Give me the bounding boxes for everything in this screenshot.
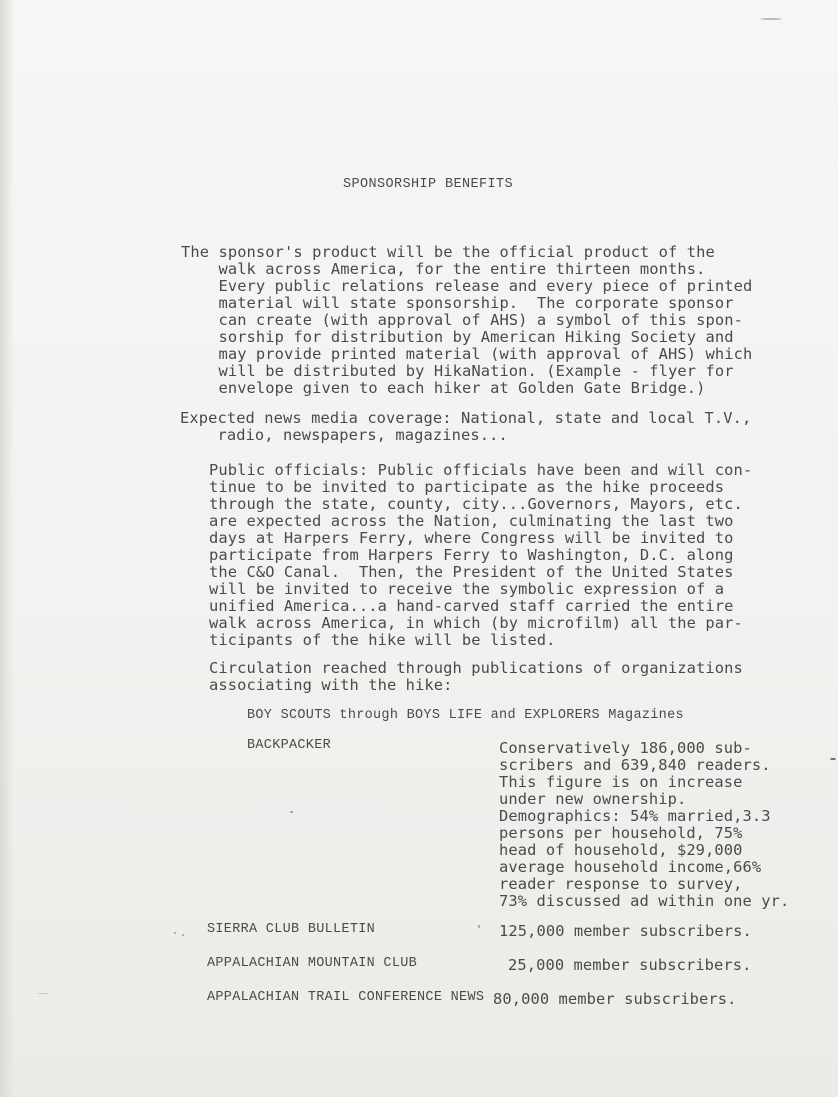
text-line: Public officials: Public officials have been and will con- [209, 461, 753, 479]
text-line: Demographics: 54% married,3.3 [499, 807, 771, 825]
scan-speck [830, 758, 836, 760]
scan-speck [290, 811, 293, 813]
text-line: participate from Harpers Ferry to Washington, D.C. along [209, 546, 734, 564]
text-line: persons per household, 75% [499, 824, 743, 842]
scan-speck [182, 934, 184, 936]
text-line: the C&O Canal. Then, the President of the United States [209, 563, 734, 581]
text-line: can create (with approval of AHS) a symbol of this spon- [181, 311, 743, 329]
text-line: tinue to be invited to participate as the hike proceeds [209, 478, 725, 496]
text-line: radio, newspapers, magazines... [180, 426, 508, 444]
text-line: sorship for distribution by American Hiking Society and [181, 328, 734, 346]
text-line: will be distributed by HikaNation. (Example - flyer for [181, 362, 734, 380]
text-line: may provide printed material (with approval of AHS) which [181, 345, 753, 363]
publication-name: SIERRA CLUB BULLETIN [207, 922, 376, 937]
scan-speck [174, 932, 176, 934]
text-line: associating with the hike: [209, 676, 453, 694]
text-line: The sponsor's product will be the official product of the [181, 243, 715, 261]
publication-name: APPALACHIAN MOUNTAIN CLUB [207, 956, 418, 971]
text-line: Conservatively 186,000 sub- [499, 739, 752, 757]
text-line: Expected news media coverage: National, state and local T.V., [180, 409, 752, 427]
boy-scouts-line: BOY SCOUTS through BOYS LIFE and EXPLORERS Magazines [247, 708, 684, 723]
text-line: will be invited to receive the symbolic expression of a [209, 580, 725, 598]
subscriber-count: 125,000 member subscribers. [499, 922, 752, 940]
text-line: under new ownership. [499, 790, 687, 808]
subscriber-count: 25,000 member subscribers. [508, 956, 752, 974]
subscriber-count: 80,000 member subscribers. [493, 990, 737, 1008]
text-line: scribers and 639,840 readers. [499, 756, 771, 774]
text-line: walk across America, in which (by microfilm) all the par- [209, 614, 743, 632]
text-line: are expected across the Nation, culminating the last two [209, 512, 734, 530]
document-title: SPONSORSHIP BENEFITS [343, 177, 514, 192]
text-line: reader response to survey, [499, 875, 743, 893]
scan-speck [760, 18, 782, 20]
text-line: Circulation reached through publications of organizations [209, 659, 743, 677]
text-line: days at Harpers Ferry, where Congress will be invited to [209, 529, 734, 547]
scan-speck [37, 993, 49, 994]
text-line: 73% discussed ad within one yr. [499, 892, 790, 910]
text-line: ticipants of the hike will be listed. [209, 631, 556, 649]
text-line: This figure is on increase [499, 773, 743, 791]
text-line: Every public relations release and every piece of printed [181, 277, 753, 295]
text-line: head of household, $29,000 [499, 841, 743, 859]
text-line: envelope given to each hiker at Golden Gate Bridge.) [181, 379, 706, 397]
text-line: walk across America, for the entire thirteen months. [181, 260, 706, 278]
scan-speck [478, 925, 480, 928]
text-line: material will state sponsorship. The corporate sponsor [181, 294, 734, 312]
publication-name: APPALACHIAN TRAIL CONFERENCE NEWS [207, 990, 485, 1005]
text-line: through the state, county, city...Governors, Mayors, etc. [209, 495, 743, 513]
text-line: unified America...a hand-carved staff carried the entire [209, 597, 734, 615]
page-edge-shadow [0, 0, 14, 1097]
publication-name: BACKPACKER [247, 738, 332, 753]
text-line: average household income,66% [499, 858, 762, 876]
